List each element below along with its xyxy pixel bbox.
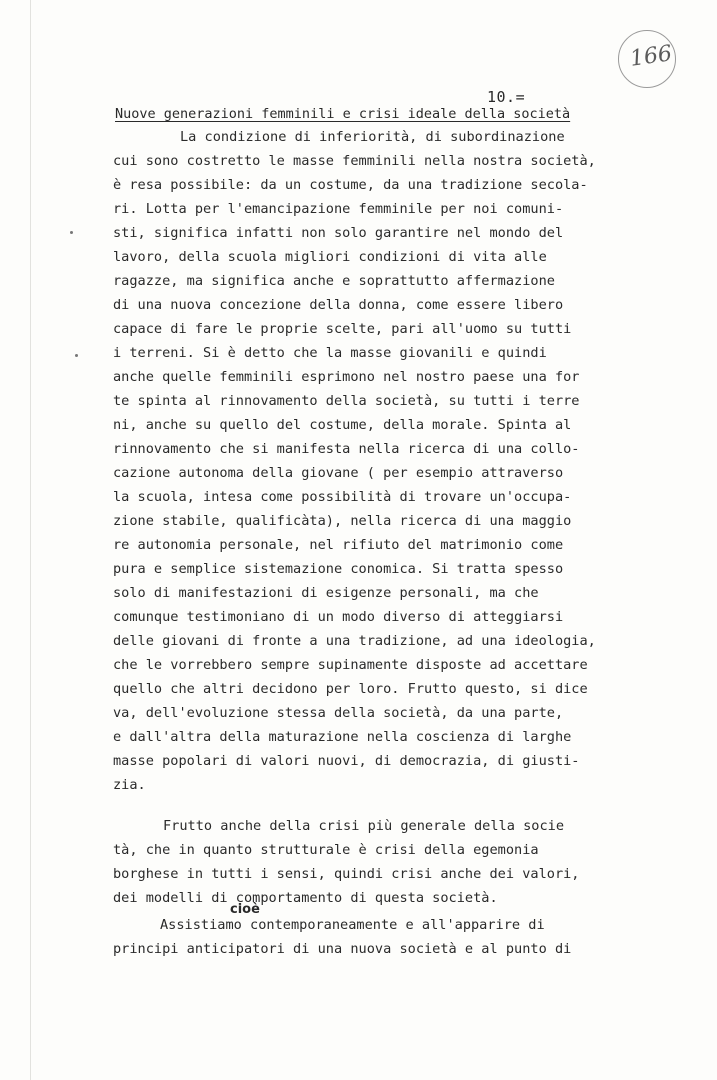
page-edge-shadow: [30, 0, 31, 1080]
body-line: pura e semplice sistemazione conomica. Si tratta spesso: [113, 561, 564, 577]
body-line: ni, anche su quello del costume, della morale. Spinta al: [113, 417, 572, 433]
body-line: cui sono costretto le masse femminili nella nostra società,: [113, 153, 596, 169]
body-line: te spinta al rinnovamento della società, su tutti i terre: [113, 393, 580, 409]
document-title: Nuove generazioni femminili e crisi ideale della società: [115, 106, 571, 122]
body-line: Frutto anche della crisi più generale della socie: [163, 818, 565, 834]
body-line: tà, che in quanto strutturale è crisi della egemonia: [113, 842, 539, 858]
body-line: zia.: [113, 777, 146, 793]
body-line: i terreni. Si è detto che la masse giovanili e quindi: [113, 345, 547, 361]
body-line: la scuola, intesa come possibilità di trovare un'occupa-: [113, 489, 572, 505]
body-line: re autonomia personale, nel rifiuto del matrimonio come: [113, 537, 564, 553]
body-line: anche quelle femminili esprimono nel nostro paese una for: [113, 369, 580, 385]
page-number: 10.=: [487, 88, 526, 106]
body-line: comunque testimoniano di un modo diverso di atteggiarsi: [113, 609, 564, 625]
body-line: zione stabile, qualificàta), nella ricerca di una maggio: [113, 513, 572, 529]
margin-mark: [70, 231, 73, 234]
body-line: principi anticipatori di una nuova società e al punto di: [113, 941, 572, 957]
body-line: quello che altri decidono per loro. Frutto questo, si dice: [113, 681, 588, 697]
body-line: masse popolari di valori nuovi, di democrazia, di giusti-: [113, 753, 580, 769]
body-line: capace di fare le proprie scelte, pari all'uomo su tutti: [113, 321, 572, 337]
margin-mark: [75, 354, 78, 357]
archive-number: 166: [628, 41, 674, 72]
body-line: delle giovani di fronte a una tradizione, ad una ideologia,: [113, 633, 596, 649]
body-line: borghese in tutti i sensi, quindi crisi anche dei valori,: [113, 866, 580, 882]
body-line: lavoro, della scuola migliori condizioni di vita alle: [113, 249, 547, 265]
body-line: La condizione di inferiorità, di subordinazione: [180, 129, 565, 145]
body-line: ri. Lotta per l'emancipazione femminile per noi comuni-: [113, 201, 564, 217]
body-line: e dall'altra della maturazione nella coscienza di larghe: [113, 729, 572, 745]
body-line: cazione autonoma della giovane ( per esempio attraverso: [113, 465, 564, 481]
body-line: Assistiamo contemporaneamente e all'apparire di: [160, 917, 545, 933]
body-line: sti, significa infatti non solo garantire nel mondo del: [113, 225, 564, 241]
handwritten-insertion: cioè: [230, 902, 260, 917]
body-line: è resa possibile: da un costume, da una tradizione secola-: [113, 177, 588, 193]
body-line: solo di manifestazioni di esigenze personali, ma che: [113, 585, 539, 601]
body-line: di una nuova concezione della donna, come essere libero: [113, 297, 564, 313]
body-line: va, dell'evoluzione stessa della società, da una parte,: [113, 705, 564, 721]
body-line: dei modelli di comportamento di questa società.: [113, 890, 498, 906]
body-line: rinnovamento che si manifesta nella ricerca di una collo-: [113, 441, 580, 457]
body-line: che le vorrebbero sempre supinamente disposte ad accettare: [113, 657, 588, 673]
body-line: ragazze, ma significa anche e soprattutto affermazione: [113, 273, 555, 289]
